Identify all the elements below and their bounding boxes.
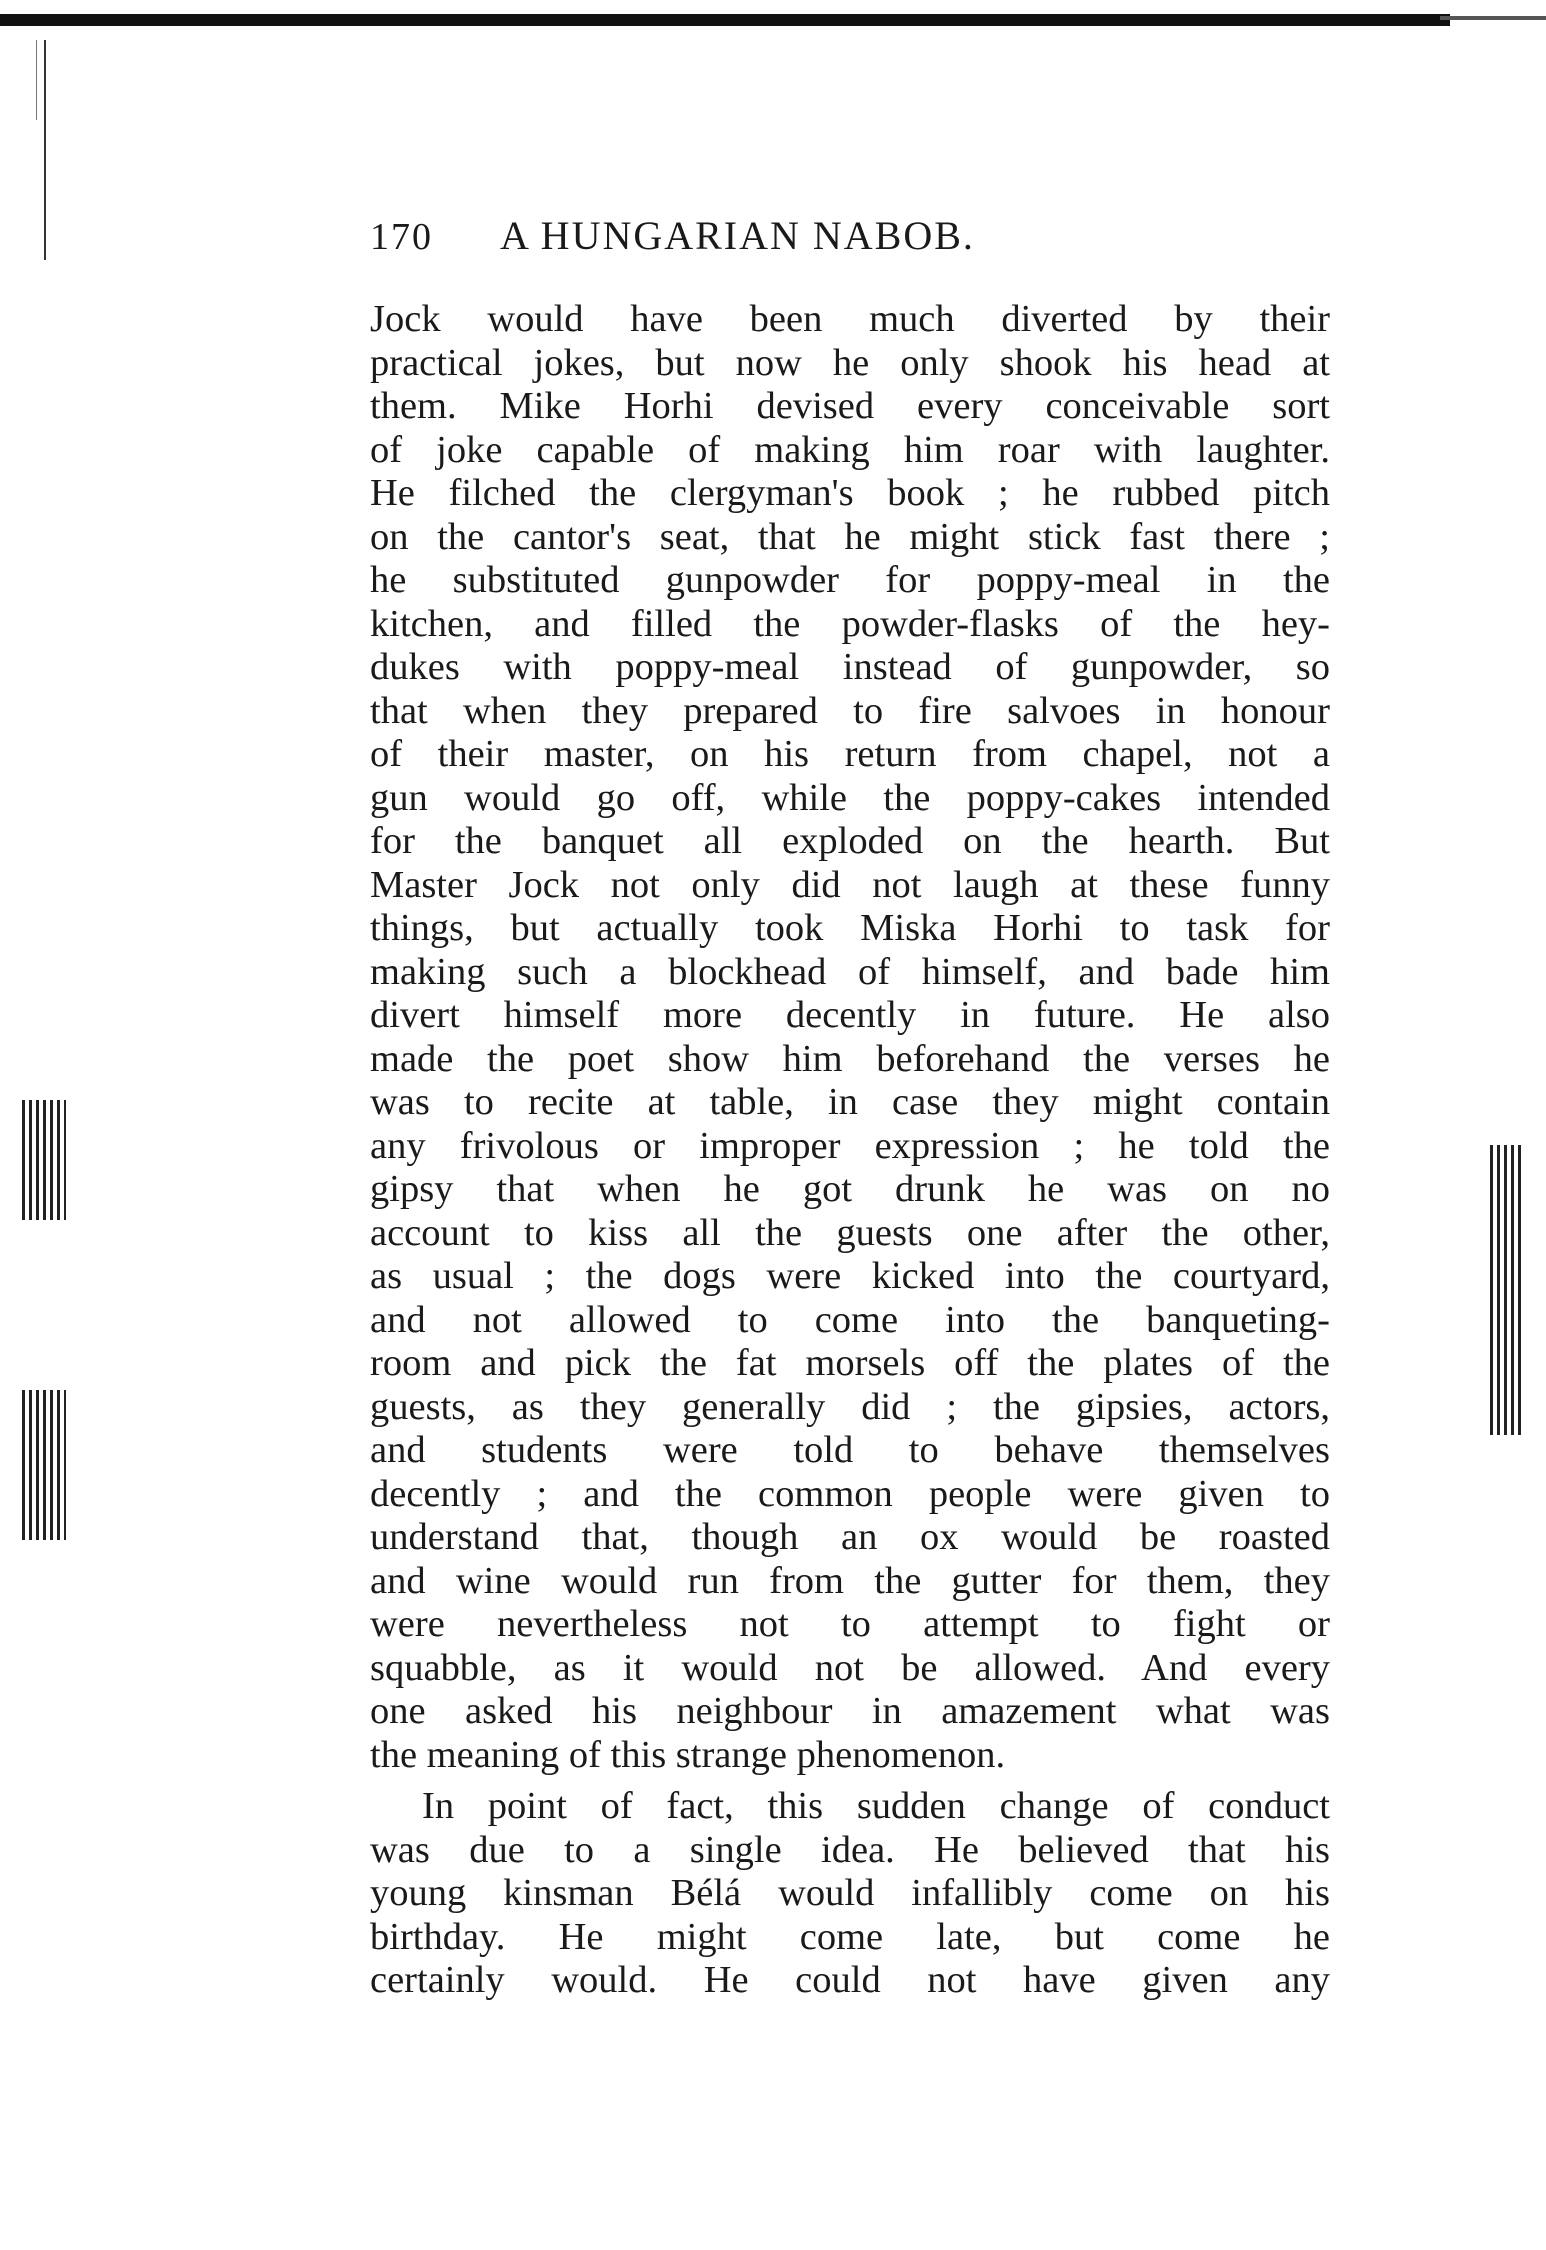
scan-artifact-left-lower bbox=[22, 1390, 66, 1540]
text-line: practical jokes, but now he only shook his head at bbox=[370, 341, 1330, 384]
text-line: of joke capable of making him roar with laughter. bbox=[370, 428, 1330, 471]
running-head-title: A HUNGARIAN NABOB. bbox=[500, 213, 975, 258]
left-margin-scan-line-thin bbox=[36, 40, 37, 120]
body-text bbox=[370, 298, 1330, 2003]
text-line: things, but actually took Miska Horhi to task for bbox=[370, 907, 1330, 949]
text-line: In point of fact, this sudden change of conduct bbox=[422, 1785, 1330, 1827]
text-line: for the banquet all exploded on the hearth. But bbox=[370, 820, 1330, 862]
text-line: he substituted gunpowder for poppy-meal in the bbox=[370, 559, 1330, 601]
text-line: account to kiss all the guests one after the other, bbox=[370, 1211, 1330, 1254]
paragraph-1 bbox=[370, 298, 1330, 1777]
text-line: divert himself more decently in future. He also bbox=[370, 994, 1330, 1036]
text-line: young kinsman Bélá would infallibly come on his bbox=[370, 1872, 1330, 1914]
text-line: certainly would. He could not have given any bbox=[370, 1959, 1330, 2001]
top-border-rule bbox=[0, 14, 1450, 26]
text-line: birthday. He might come late, but come he bbox=[370, 1915, 1330, 1958]
text-line: made the poet show him beforehand the verses he bbox=[370, 1037, 1330, 1080]
text-line: and not allowed to come into the banqueting- bbox=[370, 1298, 1330, 1341]
paragraph-gap bbox=[370, 1777, 1330, 1785]
text-line: kitchen, and filled the powder-flasks of the hey- bbox=[370, 602, 1330, 645]
text-line: Master Jock not only did not laugh at these funny bbox=[370, 863, 1330, 906]
left-margin-scan-line bbox=[44, 40, 46, 260]
text-line: making such a blockhead of himself, and bade him bbox=[370, 950, 1330, 993]
text-line: decently ; and the common people were given to bbox=[370, 1472, 1330, 1515]
text-line: squabble, as it would not be allowed. And every bbox=[370, 1646, 1330, 1689]
text-line: the meaning of this strange phenomenon. bbox=[370, 1733, 1006, 1776]
text-line: was due to a single idea. He believed that his bbox=[370, 1828, 1330, 1871]
paragraph-2 bbox=[370, 1785, 1330, 2003]
text-line: gipsy that when he got drunk he was on no bbox=[370, 1168, 1330, 1210]
text-line: gun would go off, while the poppy-cakes intended bbox=[370, 776, 1330, 819]
text-line: dukes with poppy-meal instead of gunpowder, so bbox=[370, 646, 1330, 688]
running-head bbox=[370, 212, 1330, 276]
text-line: was to recite at table, in case they might contain bbox=[370, 1081, 1330, 1123]
text-line: them. Mike Horhi devised every conceivable sort bbox=[370, 385, 1330, 427]
text-line: He filched the clergyman's book ; he rubbed pitch bbox=[370, 472, 1330, 514]
text-line: Jock would have been much diverted by their bbox=[370, 298, 1330, 340]
text-line: guests, as they generally did ; the gipsies, actors, bbox=[370, 1385, 1330, 1428]
top-border-rule-tail bbox=[1440, 16, 1546, 20]
text-line: on the cantor's seat, that he might stick fast there ; bbox=[370, 515, 1330, 558]
text-line: room and pick the fat morsels off the plates of the bbox=[370, 1342, 1330, 1384]
text-line: and students were told to behave themselves bbox=[370, 1429, 1330, 1471]
text-line: one asked his neighbour in amazement what was bbox=[370, 1690, 1330, 1732]
scan-artifact-left-upper bbox=[22, 1100, 66, 1220]
book-page bbox=[370, 212, 1330, 2003]
scan-artifact-right bbox=[1490, 1145, 1522, 1435]
page-number: 170 bbox=[370, 216, 433, 258]
text-line: as usual ; the dogs were kicked into the courtyard, bbox=[370, 1255, 1330, 1297]
text-line: understand that, though an ox would be roasted bbox=[370, 1516, 1330, 1558]
text-line: any frivolous or improper expression ; he told the bbox=[370, 1124, 1330, 1167]
text-line: and wine would run from the gutter for them, they bbox=[370, 1559, 1330, 1602]
text-line: were nevertheless not to attempt to fight or bbox=[370, 1603, 1330, 1645]
text-line: that when they prepared to fire salvoes in honour bbox=[370, 689, 1330, 732]
text-line: of their master, on his return from chapel, not a bbox=[370, 733, 1330, 775]
